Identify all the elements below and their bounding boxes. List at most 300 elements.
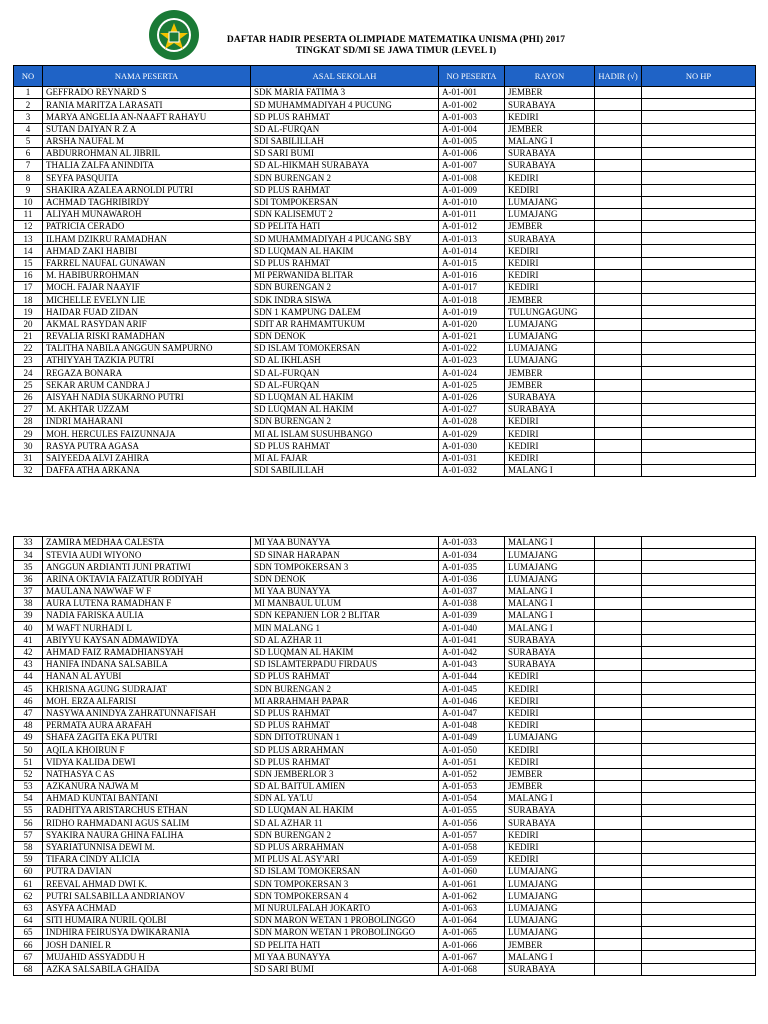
cell-hadir[interactable] <box>595 330 642 342</box>
cell-hadir[interactable] <box>595 233 642 245</box>
cell-hadir[interactable] <box>595 208 642 220</box>
cell-no-hp[interactable] <box>642 440 756 452</box>
cell-no-hp[interactable] <box>642 792 756 804</box>
cell-no-peserta: A-01-064 <box>439 914 505 926</box>
cell-rayon: SURABAYA <box>505 160 595 172</box>
cell-hadir[interactable] <box>595 646 642 658</box>
cell-no-peserta: A-01-028 <box>439 416 505 428</box>
cell-hadir[interactable] <box>595 695 642 707</box>
cell-hadir[interactable] <box>595 817 642 829</box>
cell-nama-peserta: AQILA KHOIRUN F <box>43 744 251 756</box>
cell-hadir[interactable] <box>595 561 642 573</box>
cell-no-hp[interactable] <box>642 269 756 281</box>
cell-rayon: LUMAJANG <box>505 208 595 220</box>
cell-hadir[interactable] <box>595 245 642 257</box>
cell-no-hp[interactable] <box>642 878 756 890</box>
cell-rayon: LUMAJANG <box>505 355 595 367</box>
document-header <box>0 0 768 62</box>
cell-hadir[interactable] <box>595 573 642 585</box>
cell-hadir[interactable] <box>595 391 642 403</box>
cell-no-hp[interactable] <box>642 318 756 330</box>
cell-no-peserta: A-01-056 <box>439 817 505 829</box>
cell-hadir[interactable] <box>595 939 642 951</box>
cell-hadir[interactable] <box>595 792 642 804</box>
cell-rayon: KEDIRI <box>505 257 595 269</box>
cell-asal-sekolah: SDN BURENGAN 2 <box>251 829 439 841</box>
cell-no: 32 <box>14 464 43 476</box>
cell-no-hp[interactable] <box>642 135 756 147</box>
cell-no-hp[interactable] <box>642 282 756 294</box>
cell-no-hp[interactable] <box>642 744 756 756</box>
cell-nama-peserta: MOH. HERCULES FAIZUNNAJA <box>43 428 251 440</box>
cell-no: 46 <box>14 695 43 707</box>
cell-no-peserta: A-01-003 <box>439 111 505 123</box>
cell-rayon: LUMAJANG <box>505 878 595 890</box>
cell-no: 11 <box>14 208 43 220</box>
cell-asal-sekolah: SD PELITA HATI <box>251 221 439 233</box>
cell-asal-sekolah: SD PELITA HATI <box>251 939 439 951</box>
cell-hadir[interactable] <box>595 634 642 646</box>
cell-no-peserta: A-01-059 <box>439 853 505 865</box>
cell-no-peserta: A-01-024 <box>439 367 505 379</box>
cell-hadir[interactable] <box>595 537 642 549</box>
cell-no: 13 <box>14 233 43 245</box>
cell-nama-peserta: SEKAR ARUM CANDRA J <box>43 379 251 391</box>
cell-no: 55 <box>14 805 43 817</box>
table-body-page1 <box>14 87 756 477</box>
table-row <box>14 866 756 878</box>
cell-no-peserta: A-01-048 <box>439 719 505 731</box>
cell-rayon: MALANG I <box>505 585 595 597</box>
table-row <box>14 658 756 670</box>
cell-rayon: SURABAYA <box>505 391 595 403</box>
table-row <box>14 963 756 975</box>
cell-nama-peserta: ILHAM DZIKRU RAMADHAN <box>43 233 251 245</box>
cell-hadir[interactable] <box>595 549 642 561</box>
cell-no-hp[interactable] <box>642 172 756 184</box>
cell-no-hp[interactable] <box>642 585 756 597</box>
cell-no-hp[interactable] <box>642 939 756 951</box>
table-row <box>14 221 756 233</box>
cell-nama-peserta: DAFFA ATHA ARKANA <box>43 464 251 476</box>
cell-no-hp[interactable] <box>642 416 756 428</box>
cell-no-hp[interactable] <box>642 452 756 464</box>
cell-no-peserta: A-01-008 <box>439 172 505 184</box>
table-row <box>14 257 756 269</box>
table-row <box>14 367 756 379</box>
cell-hadir[interactable] <box>595 853 642 865</box>
cell-no-hp[interactable] <box>642 756 756 768</box>
cell-asal-sekolah: SD AL AZHAR 11 <box>251 634 439 646</box>
cell-hadir[interactable] <box>595 440 642 452</box>
table-row <box>14 683 756 695</box>
cell-no-hp[interactable] <box>642 330 756 342</box>
cell-nama-peserta: PUTRA DAVIAN <box>43 866 251 878</box>
cell-no-peserta: A-01-023 <box>439 355 505 367</box>
cell-hadir[interactable] <box>595 403 642 415</box>
cell-asal-sekolah: MI AL FAJAR <box>251 452 439 464</box>
cell-hadir[interactable] <box>595 671 642 683</box>
cell-no-hp[interactable] <box>642 99 756 111</box>
cell-no-hp[interactable] <box>642 428 756 440</box>
cell-no: 44 <box>14 671 43 683</box>
cell-nama-peserta: SYARIATUNNISA DEWI M. <box>43 841 251 853</box>
cell-no-peserta: A-01-029 <box>439 428 505 440</box>
cell-no-peserta: A-01-025 <box>439 379 505 391</box>
cell-rayon: JEMBER <box>505 294 595 306</box>
cell-nama-peserta: HANAN AL AYUBI <box>43 671 251 683</box>
cell-no-hp[interactable] <box>642 866 756 878</box>
cell-no-hp[interactable] <box>642 841 756 853</box>
cell-asal-sekolah: SD SINAR HARAPAN <box>251 549 439 561</box>
table-row <box>14 549 756 561</box>
table-body-page2 <box>14 537 756 976</box>
cell-rayon: SURABAYA <box>505 147 595 159</box>
cell-no-hp[interactable] <box>642 245 756 257</box>
cell-no-peserta: A-01-011 <box>439 208 505 220</box>
cell-hadir[interactable] <box>595 878 642 890</box>
cell-asal-sekolah: SD PLUS RAHMAT <box>251 440 439 452</box>
cell-hadir[interactable] <box>595 902 642 914</box>
cell-no: 17 <box>14 282 43 294</box>
col-header-nama: NAMA PESERTA <box>43 66 251 87</box>
cell-no-peserta: A-01-042 <box>439 646 505 658</box>
cell-no-hp[interactable] <box>642 707 756 719</box>
cell-rayon: JEMBER <box>505 87 595 99</box>
cell-no-peserta: A-01-049 <box>439 732 505 744</box>
cell-no-hp[interactable] <box>642 805 756 817</box>
col-header-no-hp: NO HP <box>642 66 756 87</box>
cell-hadir[interactable] <box>595 147 642 159</box>
cell-no-hp[interactable] <box>642 196 756 208</box>
cell-no: 54 <box>14 792 43 804</box>
cell-hadir[interactable] <box>595 379 642 391</box>
cell-no: 28 <box>14 416 43 428</box>
cell-no-peserta: A-01-046 <box>439 695 505 707</box>
cell-rayon: LUMAJANG <box>505 330 595 342</box>
cell-no: 59 <box>14 853 43 865</box>
cell-no: 4 <box>14 123 43 135</box>
cell-no-hp[interactable] <box>642 890 756 902</box>
cell-asal-sekolah: SDK MARIA FATIMA 3 <box>251 87 439 99</box>
cell-no: 52 <box>14 768 43 780</box>
table-row <box>14 646 756 658</box>
cell-asal-sekolah: SD PLUS ARRAHMAN <box>251 744 439 756</box>
cell-rayon: KEDIRI <box>505 671 595 683</box>
cell-no-hp[interactable] <box>642 306 756 318</box>
cell-no-hp[interactable] <box>642 817 756 829</box>
cell-no-hp[interactable] <box>642 233 756 245</box>
table-row <box>14 634 756 646</box>
cell-no-hp[interactable] <box>642 634 756 646</box>
cell-rayon: KEDIRI <box>505 695 595 707</box>
table-row <box>14 160 756 172</box>
col-header-sekolah: ASAL SEKOLAH <box>251 66 439 87</box>
cell-asal-sekolah: SD AL AZHAR 11 <box>251 817 439 829</box>
table-row <box>14 927 756 939</box>
cell-no-hp[interactable] <box>642 902 756 914</box>
cell-no-peserta: A-01-032 <box>439 464 505 476</box>
cell-hadir[interactable] <box>595 732 642 744</box>
cell-nama-peserta: SITI HUMAIRA NURIL QOLBI <box>43 914 251 926</box>
cell-asal-sekolah: SD SARI BUMI <box>251 147 439 159</box>
cell-hadir[interactable] <box>595 269 642 281</box>
cell-asal-sekolah: SDN TOMPOKERSAN 4 <box>251 890 439 902</box>
cell-no: 22 <box>14 342 43 354</box>
cell-hadir[interactable] <box>595 452 642 464</box>
cell-rayon: SURABAYA <box>505 403 595 415</box>
cell-no-hp[interactable] <box>642 403 756 415</box>
cell-no-hp[interactable] <box>642 464 756 476</box>
table-row <box>14 732 756 744</box>
cell-no-hp[interactable] <box>642 561 756 573</box>
col-header-hadir: HADIR (√) <box>595 66 642 87</box>
cell-rayon: LUMAJANG <box>505 549 595 561</box>
cell-rayon: JEMBER <box>505 768 595 780</box>
cell-no-hp[interactable] <box>642 549 756 561</box>
cell-hadir[interactable] <box>595 707 642 719</box>
cell-hadir[interactable] <box>595 367 642 379</box>
table-row <box>14 573 756 585</box>
cell-no-hp[interactable] <box>642 927 756 939</box>
cell-no-hp[interactable] <box>642 768 756 780</box>
cell-hadir[interactable] <box>595 123 642 135</box>
table-row <box>14 768 756 780</box>
cell-nama-peserta: AZKANURA NAJWA M <box>43 780 251 792</box>
cell-asal-sekolah: SD LUQMAN AL HAKIM <box>251 403 439 415</box>
cell-hadir[interactable] <box>595 841 642 853</box>
cell-rayon: KEDIRI <box>505 829 595 841</box>
cell-no-hp[interactable] <box>642 951 756 963</box>
attendance-table-page1 <box>13 65 756 477</box>
cell-asal-sekolah: MI ARRAHMAH PAPAR <box>251 695 439 707</box>
cell-no: 50 <box>14 744 43 756</box>
cell-hadir[interactable] <box>595 464 642 476</box>
cell-hadir[interactable] <box>595 951 642 963</box>
cell-no: 1 <box>14 87 43 99</box>
cell-asal-sekolah: SDN DITOTRUNAN 1 <box>251 732 439 744</box>
cell-hadir[interactable] <box>595 927 642 939</box>
cell-no-hp[interactable] <box>642 732 756 744</box>
cell-no-hp[interactable] <box>642 123 756 135</box>
cell-rayon: KEDIRI <box>505 841 595 853</box>
cell-no-peserta: A-01-006 <box>439 147 505 159</box>
table-row <box>14 172 756 184</box>
cell-no-peserta: A-01-045 <box>439 683 505 695</box>
cell-no-hp[interactable] <box>642 683 756 695</box>
cell-rayon: SURABAYA <box>505 646 595 658</box>
cell-no-hp[interactable] <box>642 646 756 658</box>
cell-no: 16 <box>14 269 43 281</box>
cell-hadir[interactable] <box>595 135 642 147</box>
col-header-no-peserta: NO PESERTA <box>439 66 505 87</box>
table-row <box>14 464 756 476</box>
cell-no: 12 <box>14 221 43 233</box>
cell-nama-peserta: GEFFRADO REYNARD S <box>43 87 251 99</box>
cell-hadir[interactable] <box>595 416 642 428</box>
cell-asal-sekolah: SDN DENOK <box>251 330 439 342</box>
cell-hadir[interactable] <box>595 111 642 123</box>
cell-hadir[interactable] <box>595 196 642 208</box>
cell-hadir[interactable] <box>595 744 642 756</box>
cell-hadir[interactable] <box>595 683 642 695</box>
table-row <box>14 841 756 853</box>
cell-hadir[interactable] <box>595 355 642 367</box>
cell-hadir[interactable] <box>595 768 642 780</box>
cell-rayon: MALANG I <box>505 135 595 147</box>
cell-hadir[interactable] <box>595 622 642 634</box>
cell-no: 21 <box>14 330 43 342</box>
cell-no-hp[interactable] <box>642 294 756 306</box>
cell-nama-peserta: NATHASYA C AS <box>43 768 251 780</box>
cell-no-hp[interactable] <box>642 829 756 841</box>
cell-no: 41 <box>14 634 43 646</box>
cell-no: 9 <box>14 184 43 196</box>
cell-no: 23 <box>14 355 43 367</box>
cell-nama-peserta: REVALIA RISKI RAMADHAN <box>43 330 251 342</box>
cell-rayon: KEDIRI <box>505 683 595 695</box>
table-row <box>14 719 756 731</box>
cell-hadir[interactable] <box>595 866 642 878</box>
cell-no-hp[interactable] <box>642 221 756 233</box>
cell-hadir[interactable] <box>595 428 642 440</box>
cell-no-hp[interactable] <box>642 87 756 99</box>
cell-hadir[interactable] <box>595 780 642 792</box>
cell-asal-sekolah: MIN MALANG 1 <box>251 622 439 634</box>
cell-no-hp[interactable] <box>642 780 756 792</box>
cell-hadir[interactable] <box>595 610 642 622</box>
cell-asal-sekolah: SDN TOMPOKERSAN 3 <box>251 878 439 890</box>
document-title: DAFTAR HADIR PESERTA OLIMPIADE MATEMATIKA UNISMA (PHI) 2017 <box>226 35 566 45</box>
cell-no-hp[interactable] <box>642 671 756 683</box>
cell-hadir[interactable] <box>595 294 642 306</box>
cell-hadir[interactable] <box>595 172 642 184</box>
cell-hadir[interactable] <box>595 342 642 354</box>
cell-hadir[interactable] <box>595 99 642 111</box>
cell-hadir[interactable] <box>595 658 642 670</box>
cell-no-hp[interactable] <box>642 597 756 609</box>
cell-no-hp[interactable] <box>642 355 756 367</box>
cell-no-hp[interactable] <box>642 342 756 354</box>
cell-hadir[interactable] <box>595 756 642 768</box>
cell-hadir[interactable] <box>595 719 642 731</box>
table-row <box>14 707 756 719</box>
cell-nama-peserta: REEVAL AHMAD DWI K. <box>43 878 251 890</box>
cell-hadir[interactable] <box>595 829 642 841</box>
cell-no: 19 <box>14 306 43 318</box>
cell-hadir[interactable] <box>595 963 642 975</box>
cell-no-hp[interactable] <box>642 573 756 585</box>
cell-no-hp[interactable] <box>642 379 756 391</box>
cell-nama-peserta: RANIA MARITZA LARASATI <box>43 99 251 111</box>
cell-nama-peserta: MICHELLE EVELYN LIE <box>43 294 251 306</box>
table-row <box>14 403 756 415</box>
cell-asal-sekolah: SD AL-FURQAN <box>251 379 439 391</box>
cell-no-hp[interactable] <box>642 257 756 269</box>
cell-no-hp[interactable] <box>642 111 756 123</box>
table-row <box>14 330 756 342</box>
cell-no-hp[interactable] <box>642 184 756 196</box>
cell-nama-peserta: ZAMIRA MEDHAA CALESTA <box>43 537 251 549</box>
cell-nama-peserta: AHMAD KUNTAI BANTANI <box>43 792 251 804</box>
cell-no-hp[interactable] <box>642 695 756 707</box>
cell-rayon: SURABAYA <box>505 99 595 111</box>
cell-no-peserta: A-01-026 <box>439 391 505 403</box>
cell-no: 39 <box>14 610 43 622</box>
cell-no-peserta: A-01-030 <box>439 440 505 452</box>
cell-no-hp[interactable] <box>642 208 756 220</box>
cell-rayon: SURABAYA <box>505 963 595 975</box>
cell-nama-peserta: TALITHA NABILA ANGGUN SAMPURNO <box>43 342 251 354</box>
cell-no-peserta: A-01-016 <box>439 269 505 281</box>
cell-asal-sekolah: SDIT AR RAHMAMTUKUM <box>251 318 439 330</box>
cell-no-hp[interactable] <box>642 147 756 159</box>
cell-nama-peserta: MOCH. FAJAR NAAYIF <box>43 282 251 294</box>
cell-no-hp[interactable] <box>642 622 756 634</box>
cell-hadir[interactable] <box>595 282 642 294</box>
cell-hadir[interactable] <box>595 805 642 817</box>
cell-rayon: JEMBER <box>505 367 595 379</box>
cell-hadir[interactable] <box>595 585 642 597</box>
table-row <box>14 561 756 573</box>
cell-no-hp[interactable] <box>642 610 756 622</box>
cell-hadir[interactable] <box>595 890 642 902</box>
cell-nama-peserta: PUTRI SALSABILLA ANDRIANOV <box>43 890 251 902</box>
cell-asal-sekolah: SDI SABILILLAH <box>251 135 439 147</box>
cell-hadir[interactable] <box>595 257 642 269</box>
cell-hadir[interactable] <box>595 87 642 99</box>
cell-hadir[interactable] <box>595 914 642 926</box>
cell-nama-peserta: AISYAH NADIA SUKARNO PUTRI <box>43 391 251 403</box>
cell-hadir[interactable] <box>595 221 642 233</box>
cell-nama-peserta: AKMAL RASYDAN ARIF <box>43 318 251 330</box>
cell-rayon: MALANG I <box>505 464 595 476</box>
cell-hadir[interactable] <box>595 160 642 172</box>
cell-no-peserta: A-01-035 <box>439 561 505 573</box>
table-row <box>14 416 756 428</box>
cell-asal-sekolah: SDN MARON WETAN 1 PROBOLINGGO <box>251 914 439 926</box>
cell-hadir[interactable] <box>595 318 642 330</box>
cell-rayon: KEDIRI <box>505 245 595 257</box>
cell-rayon: LUMAJANG <box>505 342 595 354</box>
cell-no-hp[interactable] <box>642 719 756 731</box>
cell-hadir[interactable] <box>595 184 642 196</box>
cell-rayon: SURABAYA <box>505 817 595 829</box>
cell-no-hp[interactable] <box>642 160 756 172</box>
cell-hadir[interactable] <box>595 306 642 318</box>
cell-no-peserta: A-01-020 <box>439 318 505 330</box>
cell-no-hp[interactable] <box>642 391 756 403</box>
cell-no-hp[interactable] <box>642 658 756 670</box>
cell-rayon: LUMAJANG <box>505 866 595 878</box>
cell-no-peserta: A-01-007 <box>439 160 505 172</box>
cell-rayon: SURABAYA <box>505 658 595 670</box>
table-row <box>14 184 756 196</box>
table-row <box>14 756 756 768</box>
cell-no-hp[interactable] <box>642 963 756 975</box>
cell-no-peserta: A-01-034 <box>439 549 505 561</box>
cell-no: 56 <box>14 817 43 829</box>
cell-hadir[interactable] <box>595 597 642 609</box>
cell-no-peserta: A-01-065 <box>439 927 505 939</box>
cell-asal-sekolah: SD PLUS RAHMAT <box>251 111 439 123</box>
cell-no-hp[interactable] <box>642 914 756 926</box>
cell-no-hp[interactable] <box>642 853 756 865</box>
cell-no: 45 <box>14 683 43 695</box>
cell-no-hp[interactable] <box>642 367 756 379</box>
cell-asal-sekolah: SD PLUS RAHMAT <box>251 257 439 269</box>
cell-no-hp[interactable] <box>642 537 756 549</box>
